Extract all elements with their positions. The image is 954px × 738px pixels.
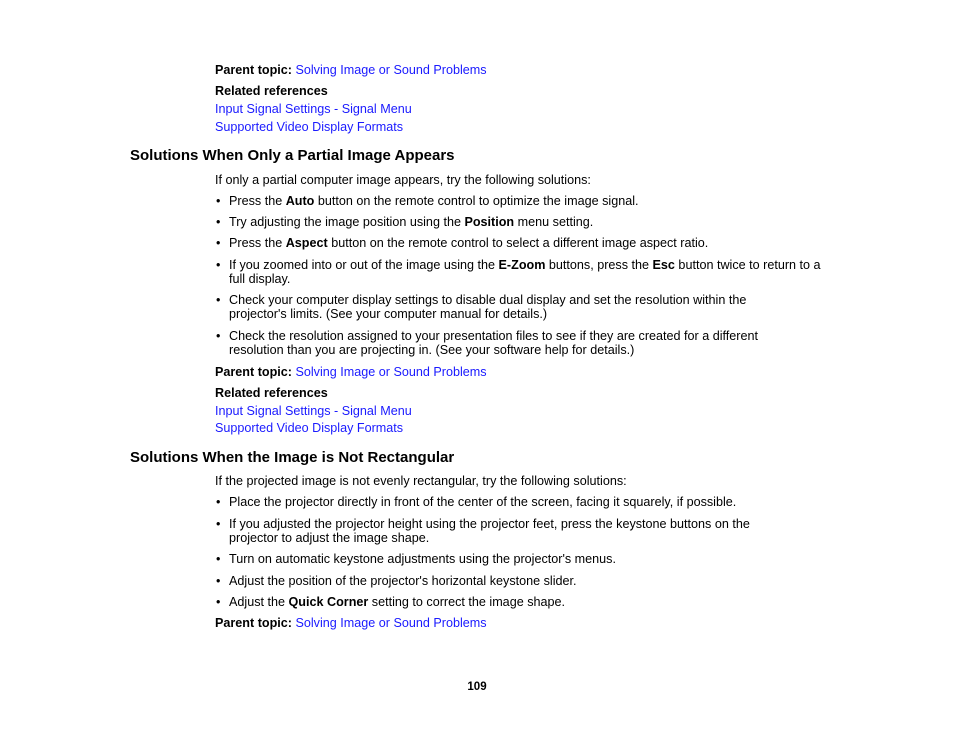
parent-topic-line — [215, 63, 487, 77]
list-item-text: Try adjusting the image position using the Position menu setting. — [229, 215, 594, 229]
bullet-marker: • — [216, 194, 221, 208]
list-item-text: Adjust the Quick Corner setting to correct the image shape. — [229, 595, 566, 609]
section-heading-partial-image: Solutions When Only a Partial Image Appears — [130, 147, 455, 164]
list-item-text: Adjust the position of the projector's horizontal keystone slider. — [229, 574, 577, 588]
bullet-marker: • — [216, 552, 221, 566]
bullet-marker: • — [216, 236, 221, 250]
list-item-text: Check your computer display settings to disable dual display and set the resolution within the projector's limits. (See your computer manual for details.) — [229, 293, 747, 321]
list-item-text: Place the projector directly in front of the center of the screen, facing it squarely, if possible. — [229, 495, 737, 509]
bullet-marker: • — [216, 517, 221, 531]
supported-video-formats-link[interactable]: Supported Video Display Formats — [215, 421, 404, 435]
bullet-marker: • — [216, 595, 221, 609]
section-intro: If the projected image is not evenly rectangular, try the following solutions: — [215, 474, 627, 488]
parent-topic-label: Parent topic: — [215, 63, 292, 77]
list-item-text: Press the Auto button on the remote control to optimize the image signal. — [229, 194, 639, 208]
related-references-label: Related references — [215, 84, 328, 98]
supported-video-formats-link[interactable]: Supported Video Display Formats — [215, 120, 404, 134]
related-references-label: Related references — [215, 386, 328, 400]
bullet-marker: • — [216, 329, 221, 343]
input-signal-settings-link[interactable]: Input Signal Settings - Signal Menu — [215, 404, 412, 418]
parent-topic-link[interactable]: Solving Image or Sound Problems — [295, 616, 487, 630]
section-heading-not-rectangular: Solutions When the Image is Not Rectangular — [130, 449, 455, 466]
bullet-marker: • — [216, 293, 221, 307]
bullet-marker: • — [216, 258, 221, 272]
parent-topic-line — [215, 616, 487, 630]
parent-topic-line — [215, 365, 487, 379]
list-item-text: Check the resolution assigned to your presentation files to see if they are created for a different resolution than you are projecting in. (See your software help for details.) — [229, 329, 759, 357]
page-number: 109 — [467, 681, 487, 693]
parent-topic-label: Parent topic: — [215, 616, 292, 630]
list-item-text: Turn on automatic keystone adjustments using the projector's menus. — [229, 552, 616, 566]
parent-topic-label: Parent topic: — [215, 365, 292, 379]
parent-topic-link[interactable]: Solving Image or Sound Problems — [295, 63, 487, 77]
bullet-marker: • — [216, 215, 221, 229]
list-item-text: Press the Aspect button on the remote control to select a different image aspect ratio. — [229, 236, 709, 250]
list-item-text: If you adjusted the projector height using the projector feet, press the keystone buttons on the projector to adjust the image shape. — [229, 517, 750, 545]
parent-topic-link[interactable]: Solving Image or Sound Problems — [295, 365, 487, 379]
list-item-text: If you zoomed into or out of the image using the E-Zoom buttons, press the Esc button twice to return to a full display. — [229, 258, 821, 286]
section-intro: If only a partial computer image appears, try the following solutions: — [215, 173, 591, 187]
input-signal-settings-link[interactable]: Input Signal Settings - Signal Menu — [215, 102, 412, 116]
bullet-marker: • — [216, 495, 221, 509]
bullet-marker: • — [216, 574, 221, 588]
